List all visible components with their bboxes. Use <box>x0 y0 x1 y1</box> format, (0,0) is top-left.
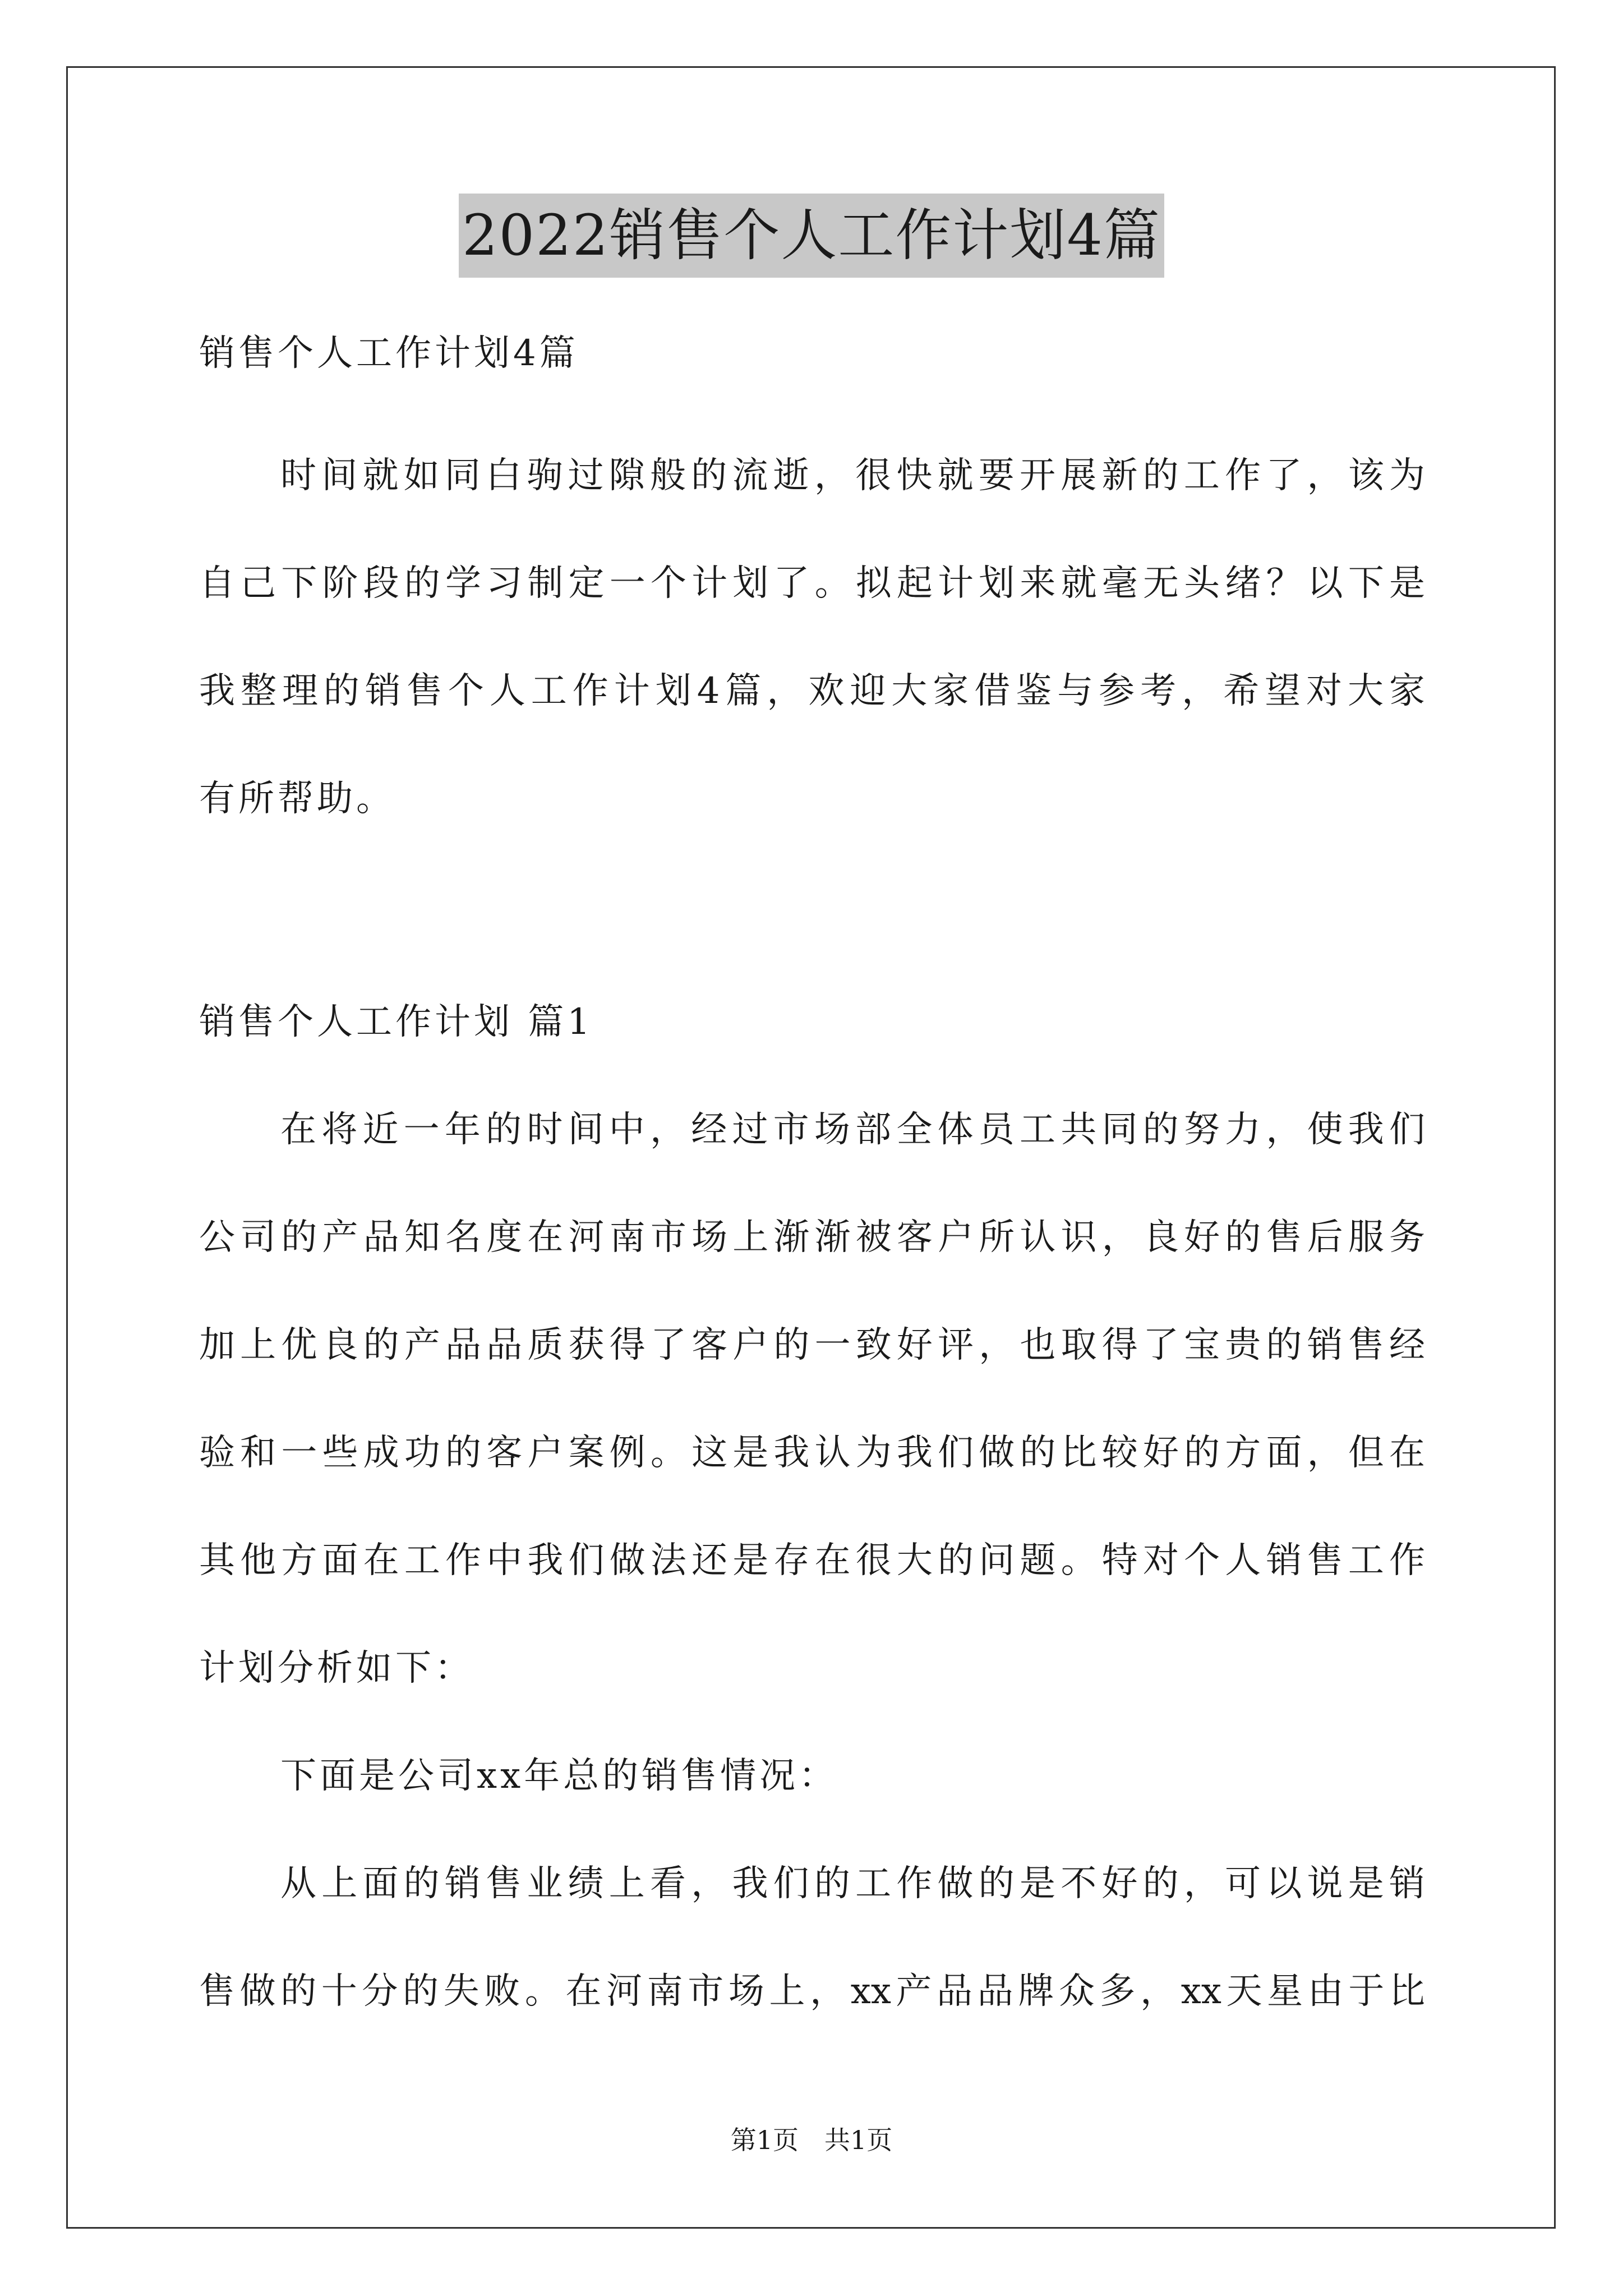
document-title-text: 2022销售个人工作计划4篇 <box>459 194 1164 278</box>
paragraph-line: 从上面的销售业绩上看，我们的工作做的是不好的，可以说是销 <box>280 1863 1425 1904</box>
paragraph-line: 其他方面在工作中我们做法还是存在很大的问题。特对个人销售工作 <box>199 1540 1425 1581</box>
section-heading: 销售个人工作计划 篇1 <box>199 1001 594 1043</box>
paragraph-line: 公司的产品知名度在河南市场上渐渐被客户所认识，良好的售后服务 <box>199 1217 1425 1258</box>
paragraph-line: 自己下阶段的学习制定一个计划了。拟起计划来就毫无头绪？以下是 <box>199 563 1425 604</box>
paragraph-line: 时间就如同白驹过隙般的流逝，很快就要开展新的工作了，该为 <box>280 455 1425 496</box>
intro-heading: 销售个人工作计划4篇 <box>199 333 579 374</box>
page-footer: 第1页 共1页 <box>730 2125 893 2155</box>
paragraph-line: 下面是公司xx年总的销售情况： <box>280 1755 838 1797</box>
paragraph-line: 计划分析如下： <box>199 1648 474 1689</box>
paragraph-line: 加上优良的产品品质获得了客户的一致好评，也取得了宝贵的销售经 <box>199 1324 1425 1366</box>
paragraph-line: 有所帮助。 <box>199 778 395 820</box>
document-title <box>0 194 1623 278</box>
paragraph-line: 验和一些成功的客户案例。这是我认为我们做的比较好的方面，但在 <box>199 1432 1425 1474</box>
paragraph-line: 我整理的销售个人工作计划4篇，欢迎大家借鉴与参考，希望对大家 <box>199 670 1425 712</box>
paragraph-line: 在将近一年的时间中，经过市场部全体员工共同的努力，使我们 <box>280 1109 1425 1151</box>
paragraph-line: 售做的十分的失败。在河南市场上，xx产品品牌众多，xx天星由于比 <box>199 1971 1425 2012</box>
